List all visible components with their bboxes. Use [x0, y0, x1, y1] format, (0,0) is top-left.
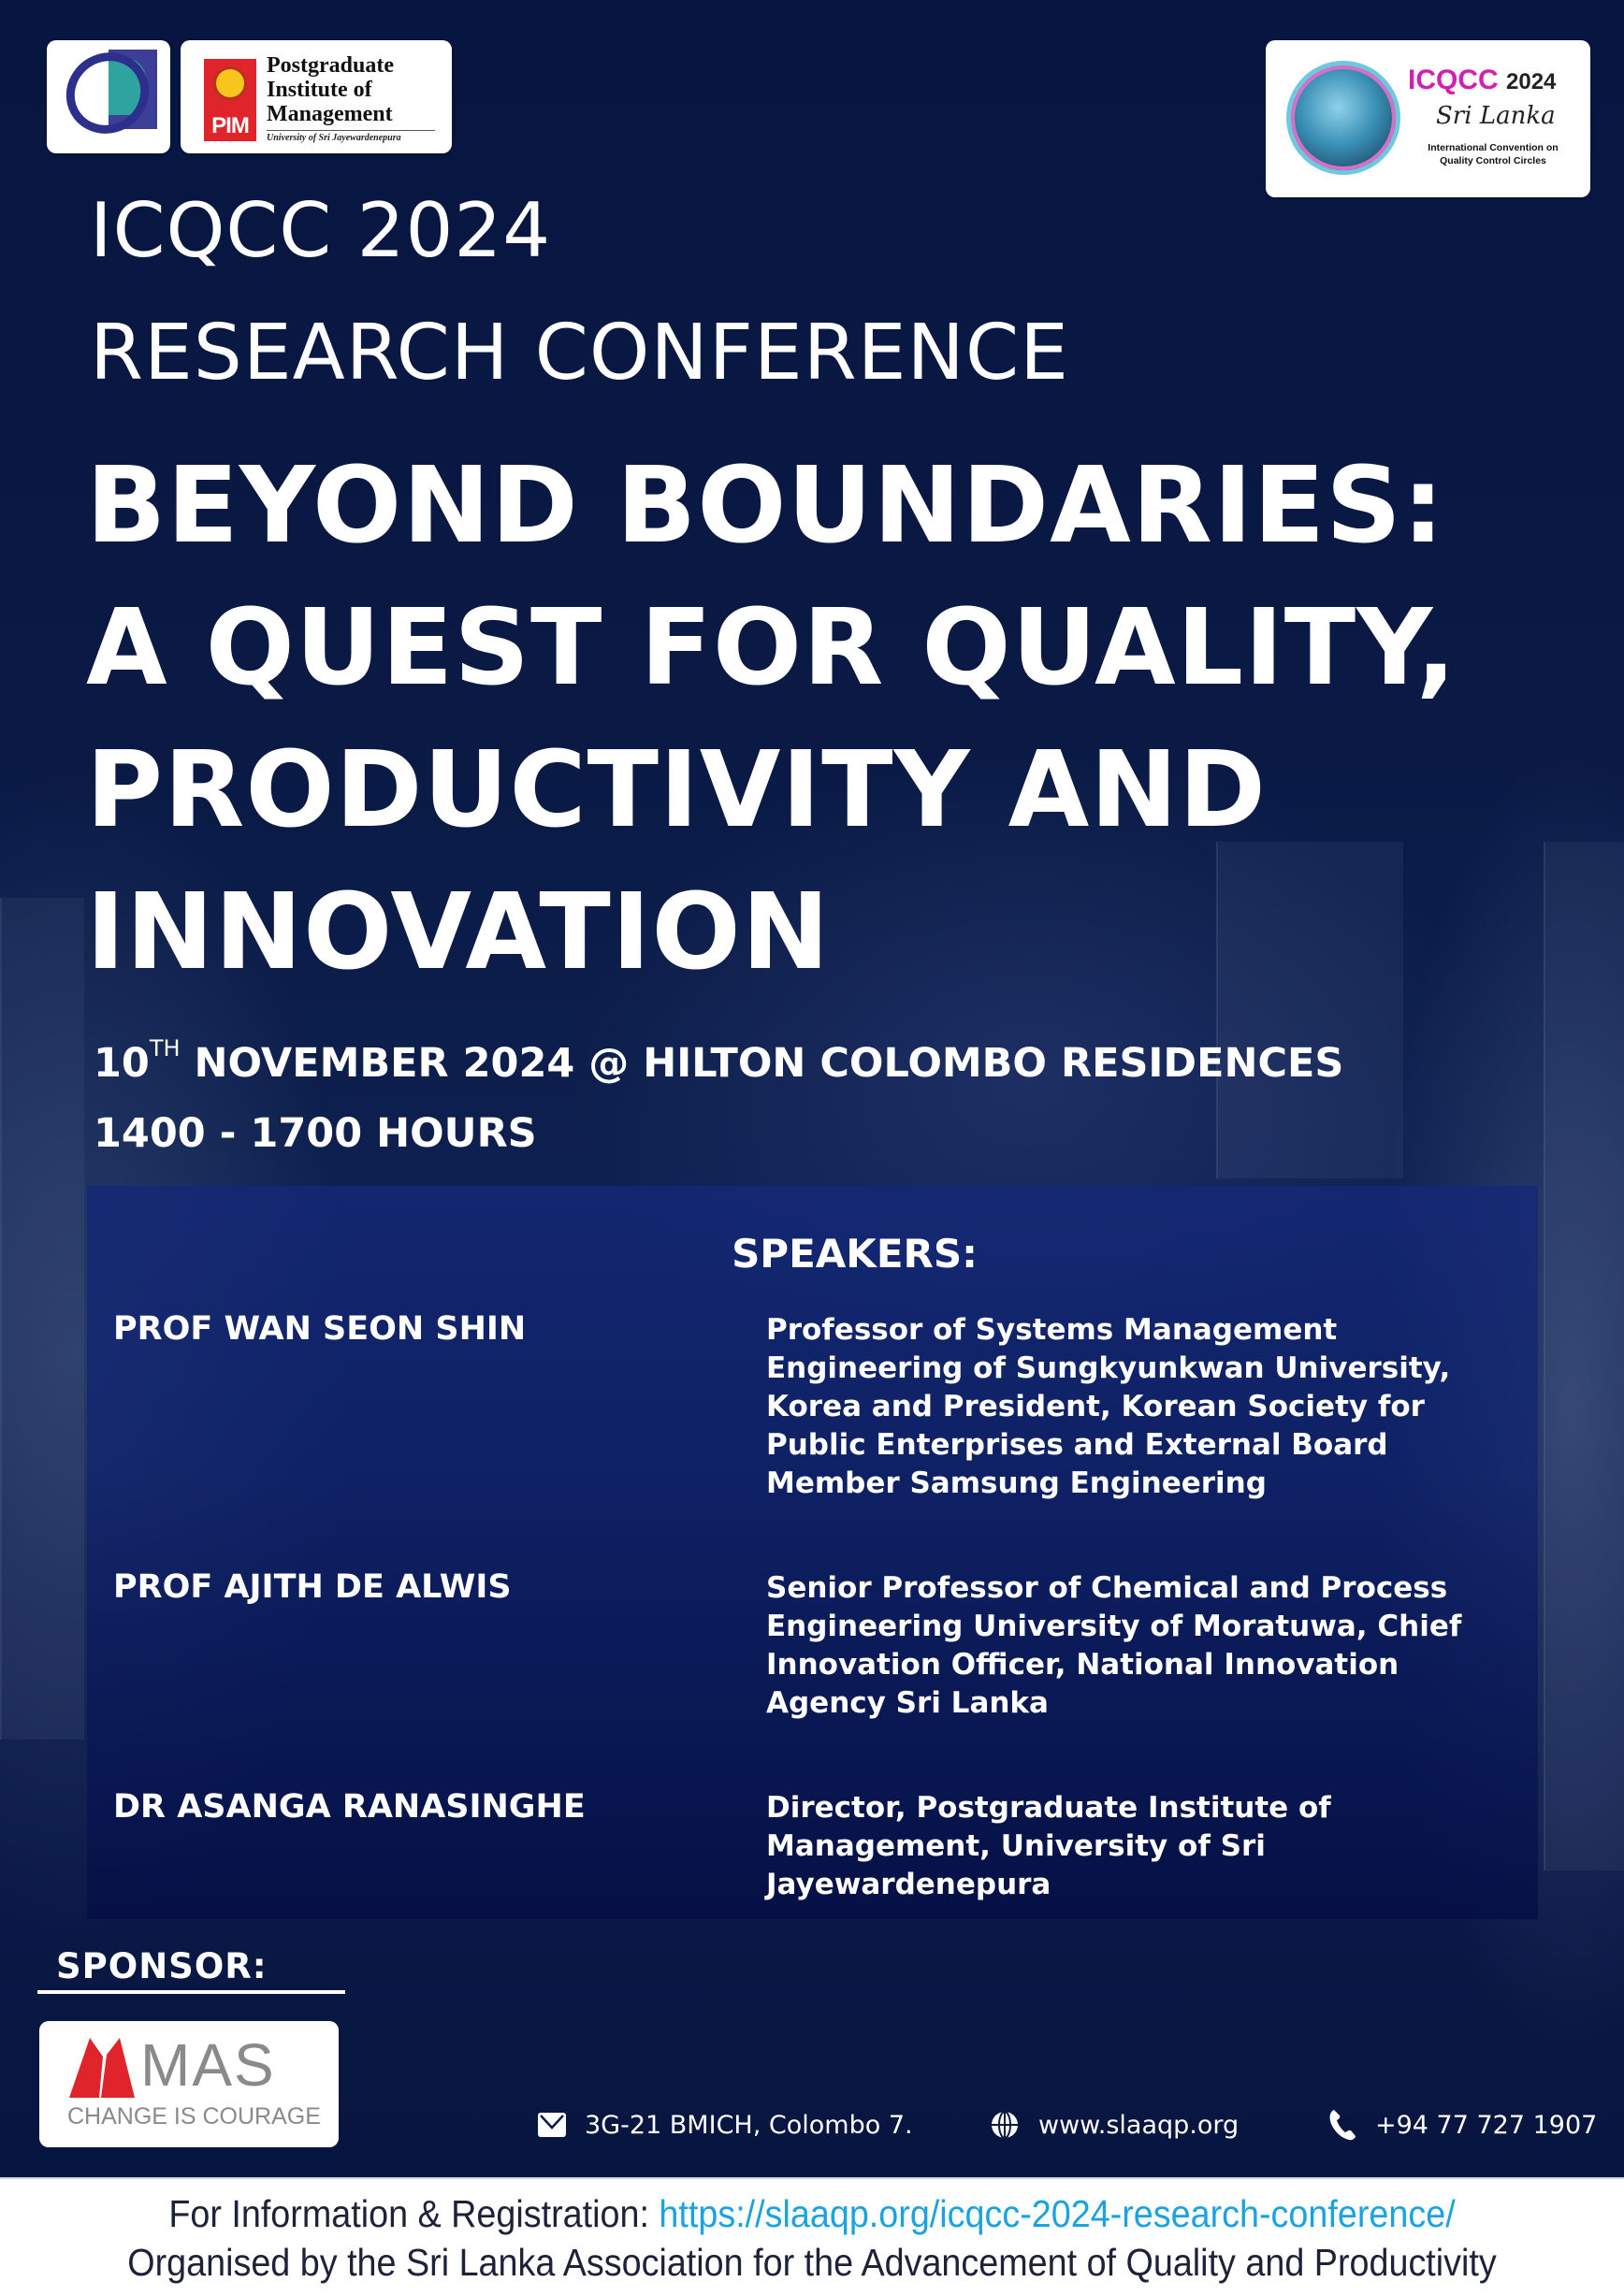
speaker-bio-line: Agency Sri Lanka [766, 1686, 1049, 1720]
event-date-rest: NOVEMBER 2024 @ HILTON COLOMBO RESIDENCES [194, 1040, 1344, 1087]
organiser-text: Organised by the Sri Lanka Association for the Advancement of Quality and Productivity [127, 2241, 1497, 2284]
phone-icon [1328, 2109, 1356, 2141]
event-date-venue [94, 1035, 1343, 1087]
pim-letters: PIM [211, 113, 249, 138]
registration-link[interactable]: https://slaaqp.org/icqcc-2024-research-conference/ [659, 2192, 1456, 2235]
event-day: 10 [94, 1040, 150, 1087]
speaker-bio [766, 1311, 1515, 1503]
event-time: 1400 - 1700 HOURS [94, 1110, 537, 1157]
speaker-bio-line: Management, University of Sri Jayewardenepura [766, 1829, 1266, 1901]
icqcc-subtitle-line: Quality Control Circles [1440, 155, 1546, 166]
title-line: INNOVATION [86, 872, 831, 993]
speaker-name: PROF AJITH DE ALWIS [113, 1568, 512, 1606]
icqcc-logo-subtitle [1404, 141, 1582, 167]
speaker-name: PROF WAN SEON SHIN [113, 1310, 527, 1348]
icqcc-subtitle-line: International Convention on [1428, 142, 1559, 153]
event-type: RESEARCH CONFERENCE [90, 309, 1069, 397]
contact-website-link[interactable]: www.slaaqp.org [1038, 2110, 1240, 2140]
footer [0, 2177, 1624, 2296]
globe-icon [990, 2110, 1020, 2140]
pim-emblem [204, 59, 256, 141]
speaker-bio-line: Korea and President, Korean Society for [766, 1390, 1425, 1423]
slaaqp-logo [47, 40, 170, 153]
speaker-bio-line: Engineering of Sungkyunkwan University, [766, 1351, 1451, 1385]
title-line: A QUEST FOR QUALITY, [86, 587, 1457, 709]
speaker-bio-line: Public Enterprises and External Board [766, 1428, 1388, 1462]
conference-theme-title [86, 435, 1620, 1004]
speaker-bio [766, 1789, 1533, 1904]
pim-name-line: Management [267, 102, 393, 126]
pim-name-line: Postgraduate [267, 53, 394, 78]
sponsor-divider [37, 1990, 345, 1994]
icqcc-logo [1266, 40, 1590, 197]
icqcc-logo-year: 2024 [1506, 69, 1557, 94]
speaker-bio-line: Engineering University of Moratuwa, Chief [766, 1610, 1462, 1643]
registration-label: For Information & Registration: [168, 2192, 660, 2235]
title-line: PRODUCTIVITY AND [86, 729, 1267, 851]
icqcc-logo-title [1408, 65, 1556, 96]
registration-info [65, 2192, 1559, 2236]
speaker-bio-line: Senior Professor of Chemical and Process [766, 1571, 1448, 1605]
icqcc-logo-name: ICQCC [1408, 65, 1499, 95]
event-day-suffix: TH [149, 1035, 181, 1061]
contact-address [538, 2106, 913, 2144]
title-line: BEYOND BOUNDARIES: [86, 445, 1445, 567]
pim-sun-icon [213, 66, 247, 100]
envelope-icon [538, 2113, 566, 2137]
mas-logo-tagline: CHANGE IS COURAGE [67, 2103, 321, 2130]
mas-logo-mark-icon [69, 2038, 140, 2098]
pim-name-line: Institute of [267, 78, 372, 102]
mas-sponsor-logo [39, 2021, 339, 2147]
speakers-panel [87, 1186, 1538, 1919]
contact-website[interactable] [990, 2106, 1239, 2144]
sponsor-label: SPONSOR: [56, 1946, 268, 1986]
icqcc-logo-script: Sri Lanka [1436, 102, 1556, 130]
event-name: ICQCC 2024 [90, 187, 552, 274]
contact-phone-text: +94 77 727 1907 [1375, 2110, 1598, 2140]
speaker-bio-line: Director, Postgraduate Institute of [766, 1791, 1331, 1825]
pim-logo [181, 40, 452, 153]
globe-network-icon [1286, 61, 1400, 175]
speaker-bio-line: Member Samsung Engineering [766, 1466, 1267, 1500]
speaker-bio-line: Professor of Systems Management [766, 1313, 1338, 1347]
speakers-heading: SPEAKERS: [732, 1231, 978, 1277]
contact-phone [1328, 2106, 1597, 2144]
contact-address-text: 3G-21 BMICH, Colombo 7. [585, 2110, 913, 2140]
pim-subtitle: University of Sri Jayewardenepura [267, 130, 435, 143]
mas-logo-word: MAS [140, 2031, 276, 2099]
bookshelf-decoration [0, 898, 84, 1740]
speaker-bio [766, 1569, 1515, 1723]
speaker-bio-line: Innovation Officer, National Innovation [766, 1648, 1399, 1682]
speaker-name: DR ASANGA RANASINGHE [113, 1788, 586, 1826]
pim-name [267, 53, 394, 126]
